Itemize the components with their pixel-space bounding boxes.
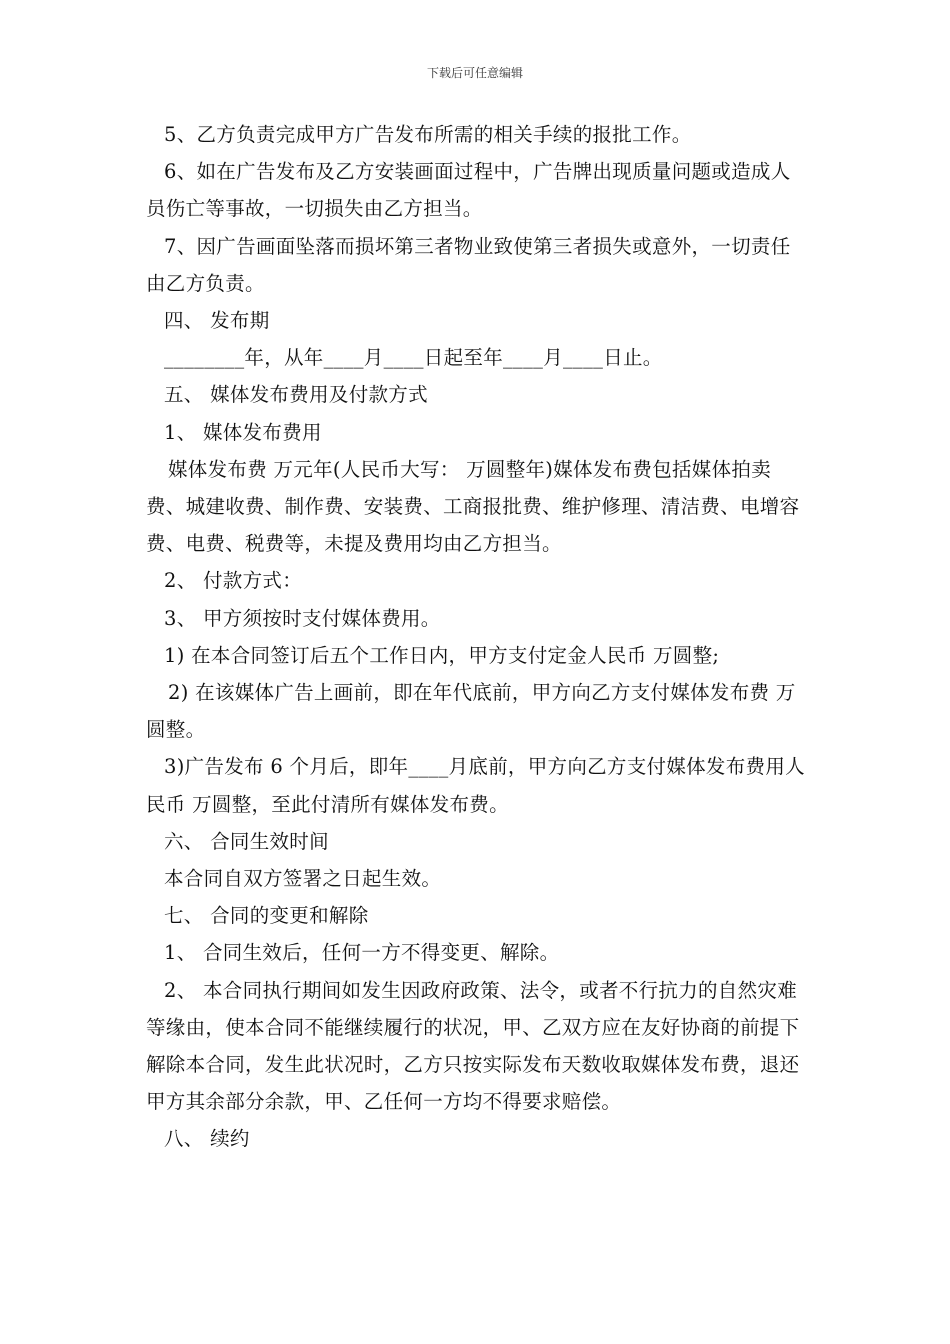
sub-heading-1: 1、 媒体发布费用 [164, 420, 322, 444]
payment-item-3: 3)广告发布 6 个月后，即年____月底前，甲方向乙方支付媒体发布费用人民币 万圆整，至此付清所有媒体发布费。 [146, 755, 805, 816]
change-item-2: 2、 本合同执行期间如发生因政府政策、法令，或者不行抗力的自然灾难等缘由，使本合同不能继续履行的状况，甲、乙双方应在友好协商的前提下解除本合同，发生此状况时，乙方只按实际发布天数收取媒体发布费，退还甲方其余部分余款，甲、乙任何一方均不得要求赔偿。 [146, 978, 800, 1114]
section-heading-4: 四、 发布期 [164, 309, 270, 333]
publish-period: ________年，从年____月____日起至年____月____日止。 [164, 346, 663, 370]
clause-6: 6、如在广告发布及乙方安装画面过程中，广告牌出现质量问题或造成人员伤亡等事故，一切损失由乙方担当。 [146, 160, 791, 221]
page-header: 下载后可任意编辑 [426, 66, 523, 80]
fee-description: 媒体发布费 万元年(人民币大写： 万圆整年)媒体发布费包括媒体拍卖费、城建收费、制作费、安装费、工商报批费、维护修理、清洁费、电增容费、电费、税费等，未提及费用均由乙方担当。 [146, 457, 800, 556]
sub-heading-2: 2、 付款方式： [164, 569, 303, 593]
change-item-1: 1、 合同生效后，任何一方不得变更、解除。 [164, 941, 560, 965]
clause-7: 7、因广告画面坠落而损坏第三者物业致使第三者损失或意外，一切责任由乙方负责。 [146, 234, 791, 295]
section-heading-7: 七、 合同的变更和解除 [164, 904, 369, 928]
clause-5: 5、乙方负责完成甲方广告发布所需的相关手续的报批工作。 [164, 123, 692, 146]
payment-item-1: 1) 在本合同签订后五个工作日内，甲方支付定金人民币 万圆整; [164, 643, 720, 667]
sub-heading-3: 3、 甲方须按时支付媒体费用。 [164, 606, 441, 630]
document-body [146, 116, 806, 1158]
payment-item-2: 2) 在该媒体广告上画前，即在年代底前，甲方向乙方支付媒体发布费 万圆整。 [146, 681, 796, 742]
effective-date-text: 本合同自双方签署之日起生效。 [164, 867, 442, 891]
section-heading-8: 八、 续约 [164, 1127, 250, 1151]
section-heading-5: 五、 媒体发布费用及付款方式 [164, 383, 428, 407]
section-heading-6: 六、 合同生效时间 [164, 829, 329, 853]
